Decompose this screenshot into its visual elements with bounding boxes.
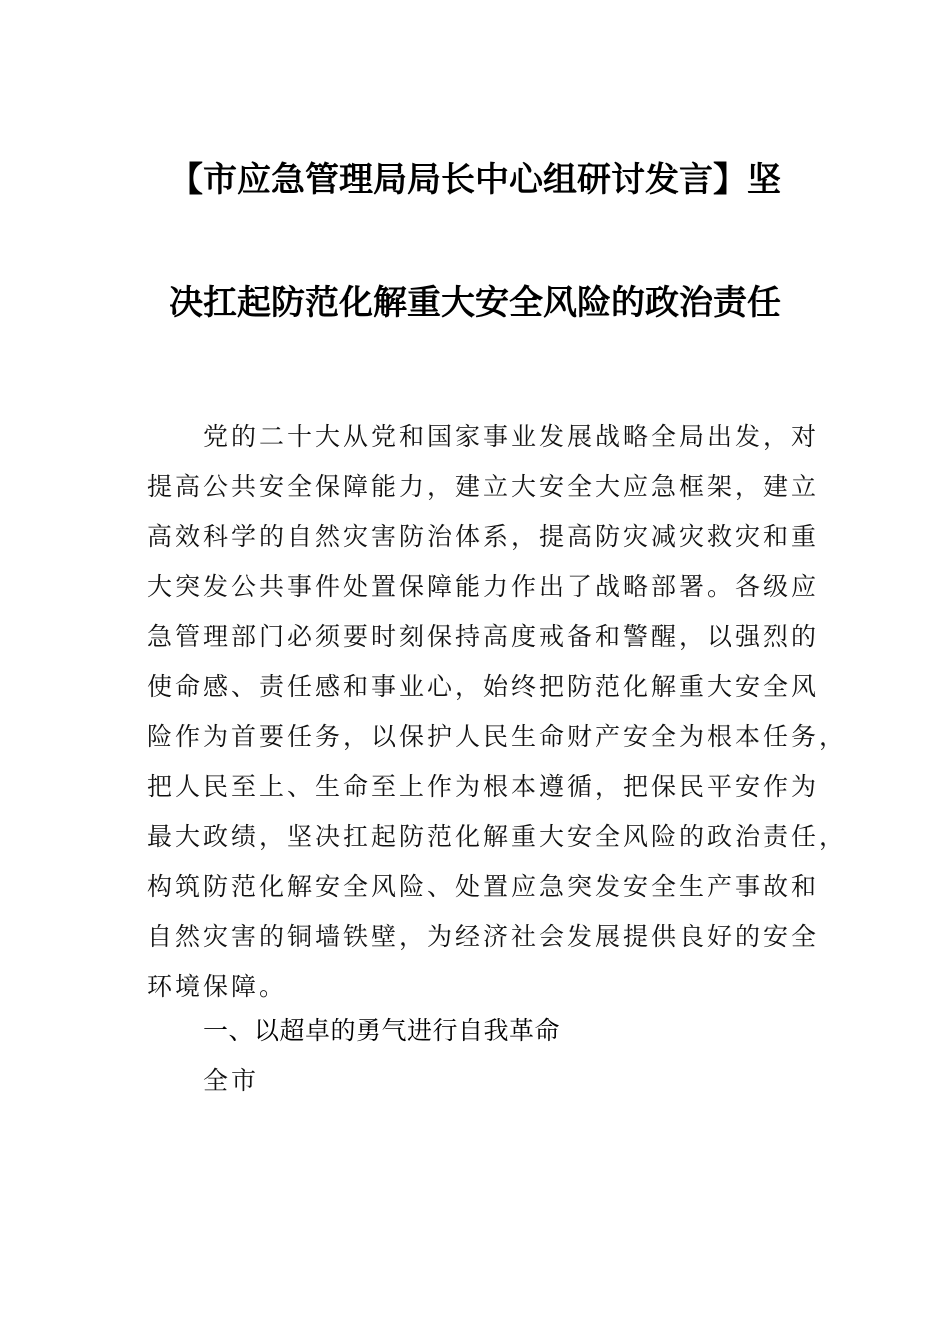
document-title-line-2: 决扛起防范化解重大安全风险的政治责任 <box>169 283 781 323</box>
paragraph-line: 高效科学的自然灾害防治体系，提高防灾减灾救灾和重 <box>147 522 820 551</box>
paragraph-line: 使命感、责任感和事业心，始终把防范化解重大安全风 <box>147 672 820 701</box>
document-title-line-1: 【市应急管理局局长中心组研讨发言】坚 <box>169 160 781 200</box>
paragraph-line: 环境保障。 <box>147 972 288 1001</box>
trailing-text: 全市 <box>203 1066 260 1095</box>
paragraph-line: 大突发公共事件处置保障能力作出了战略部署。各级应 <box>147 572 820 601</box>
section-heading: 一、以超卓的勇气进行自我革命 <box>203 1016 561 1045</box>
paragraph-line: 最大政绩，坚决扛起防范化解重大安全风险的政治责任， <box>147 822 848 851</box>
paragraph-line: 自然灾害的铜墙铁壁，为经济社会发展提供良好的安全 <box>147 922 820 951</box>
paragraph-line: 把人民至上、生命至上作为根本遵循，把保民平安作为 <box>147 772 820 801</box>
body-paragraph <box>147 412 848 1012</box>
paragraph-line: 险作为首要任务，以保护人民生命财产安全为根本任务， <box>147 722 848 751</box>
paragraph-line: 提高公共安全保障能力，建立大安全大应急框架，建立 <box>147 472 820 501</box>
paragraph-line: 构筑防范化解安全风险、处置应急突发安全生产事故和 <box>147 872 820 901</box>
paragraph-line: 急管理部门必须要时刻保持高度戒备和警醒，以强烈的 <box>147 622 820 651</box>
paragraph-line: 党的二十大从党和国家事业发展战略全局出发，对 <box>203 422 820 451</box>
